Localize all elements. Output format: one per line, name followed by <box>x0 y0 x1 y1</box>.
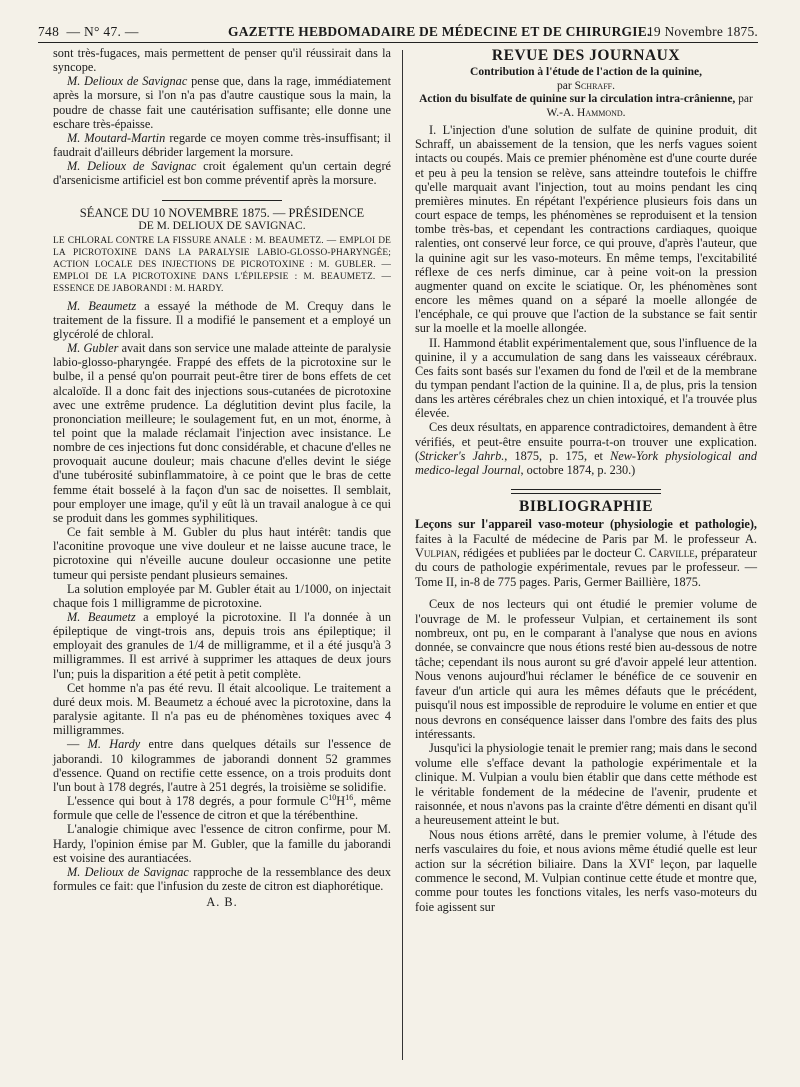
by-word: par <box>557 79 572 92</box>
article-author: W.-A. Hammond. <box>546 106 626 119</box>
article-title-text: Action du bisulfate de quinine sur la circulation intra-crânienne, <box>419 93 736 106</box>
paragraph-text: , 1875, p. 175, et <box>504 448 611 463</box>
speaker-name: M. Delioux de Savignac <box>67 74 188 89</box>
source-title: Stricker's Jahrb. <box>419 448 505 463</box>
article-title <box>415 66 757 93</box>
paragraph: La solution employée par M. Gubler était au 1/1000, on injectait chaque fois 1 milligramme de picrotoxine. <box>53 581 391 610</box>
paragraph <box>53 159 391 187</box>
speaker-name: M. Gubler <box>67 341 119 356</box>
paragraph <box>53 610 391 681</box>
article-author: Schraff. <box>574 79 615 92</box>
paragraph: sont très-fugaces, mais permettent de penser qu'il réussirait dans la syncope. <box>53 46 391 75</box>
speaker-name: M. Beaumetz <box>67 298 137 313</box>
book-editor: C. Carville <box>634 546 695 561</box>
right-column <box>415 46 757 914</box>
book-desc: faites à la Faculté de médecine de Paris par M. le professeur <box>415 531 746 546</box>
paragraph: L'analogie chimique avec l'essence de citron confirme, pour M. Hardy, l'opinion émise par M. Gubler, que la famille du jaborandi est voisine des aurantiacées. <box>53 822 391 865</box>
paragraph <box>53 865 391 893</box>
paragraph-text: regarde ce moyen comme très-insuffisant; il faudrait d'ailleurs débrider largement la morsure. <box>53 130 391 160</box>
paragraph <box>53 74 391 131</box>
speaker-name: M. Delioux de Savignac <box>67 159 197 174</box>
revue-section-title: REVUE DES JOURNAUX <box>491 47 681 64</box>
dash-prefix: — <box>67 737 88 752</box>
article-title-text: Contribution à l'étude de l'action de la quinine, <box>470 66 702 79</box>
paragraph <box>415 828 757 914</box>
formula-superscript: 10 <box>328 792 337 802</box>
paragraph <box>53 794 391 822</box>
speaker-name: M. Moutard-Martin <box>67 130 166 145</box>
paragraph <box>53 341 391 525</box>
book-desc: , préparateur du cours de pathologie expérimentale, revues par le professeur. — Tome II, in-8 de 775 pages. Paris, Germer Baillière, 1875. <box>415 546 757 589</box>
speaker-name: M. Beaumetz <box>67 610 136 624</box>
paragraph-text: entre dans quelques détails sur l'essence de jaborandi. 10 kilogrammes de jaborandi donnent 52 grammes d'essence. Quand on rectifie cette essence, on a trois produits dont l'un bout à 178 degrés, l'autre à 251 degrés, la troisième se solidifie. <box>53 737 392 794</box>
paragraph: II. Hammond établit expérimentalement que, sous l'influence de la quinine, il y a accumulation de sang dans les vaisseaux cérébraux. Ces faits sont basés sur l'examen du fond de l'œil et de la membrane du tympan pendant l'action de la quinine. Il a, de plus, pris la tension dans les artères cérébrales chez un chien intoxiqué, et l'a trouvée plus élevée. <box>415 335 757 421</box>
paragraph-text: L'essence qui bout à 178 degrés, a pour formule C <box>67 794 329 809</box>
signature: A. B. <box>206 895 238 910</box>
paragraph-text: avait dans son service une malade atteinte de paralysie labio-glosso-pharyngée. Frappé des effets de la picrotoxine sur le bulbe, il a pensé qu'on pourrait peut-être tirer de bons effets de cet alcaloïde. Il a donc fait des injections sous-cutanées de picrotoxine avec une extrême prudence. La déglutition devint plus facile, la prononciation meilleure; le soulagement fut, en un mot, énorme, à tel point que la malade réclamait l'injection avec insistance. Le nombre de ces injections fut donc considérable, et chacune d'elles ne provoquait aucune douleur; mais chacune d'elles devint le siége d'une tubérosité subinflammatoire, à ce point que le bras de cette femme était bosselé à la façon d'un sac de noisettes. Il semblait, pour employer une image, qu'il y eût là un travail analogue à ce qui se produit dans les gommes syphilitiques. <box>53 341 392 525</box>
book-title: Leçons sur l'appareil vaso-moteur (physiologie et pathologie), <box>415 517 757 532</box>
paragraph: Jusqu'ici la physiologie tenait le premier rang; mais dans le second volume elle s'efface devant la pathologie expérimentale et la clinique. M. Vulpian a voulu bien établir que dans cette méthode est le véritable fondement de la médecine de l'avenir, prudente et raisonnée, et nous n'avons pas la crainte d'être démenti en disant qu'il a heureusement atteint le but. <box>415 741 757 828</box>
session-heading <box>53 207 391 233</box>
left-column <box>53 46 391 909</box>
formula-superscript: 16 <box>345 792 354 802</box>
paragraph-text: croit également qu'un certain degré d'arsenicisme artificiel est bon comme préventif après la morsure. <box>53 159 391 188</box>
paragraph <box>415 420 757 477</box>
paragraph-text: leçon, par laquelle commence le second, M. Vulpian continue cette étude et montre que, comme pour toutes les fonctions vitales, les nerfs vaso-moteurs du foie agissent sur <box>415 856 757 914</box>
session-date: SÉANCE DU 10 NOVEMBRE 1875. — PRÉSIDENCE <box>79 205 365 220</box>
column-divider <box>402 50 403 1060</box>
book-desc: , rédigées et publiées par le docteur <box>456 546 635 561</box>
article-title <box>415 93 757 120</box>
paragraph-text: pense que, dans la rage, immédiatement après la morsure, si l'on n'a pas d'autre caustique sous la main, la poudre de chasse fait une cautérisation suffisante; elle donne une eschare très-épaisse. <box>53 74 391 131</box>
page-number-issue <box>38 24 139 40</box>
by-word: par <box>738 93 753 106</box>
section-separator <box>162 200 282 201</box>
issue-number: — N° 47. — <box>66 24 139 39</box>
speaker-name: M. Hardy <box>87 737 141 752</box>
paragraph: Ce fait semble à M. Gubler du plus haut intérêt: tandis que l'aconitine provoque une vive douleur et ne laisse aucune trace, le picrotoxine qui n'éveille aucune douleur occasionne une petite tumeur qui persiste pendant plusieurs semaines. <box>53 525 391 582</box>
page-number: 748 <box>38 24 60 39</box>
paragraph <box>53 131 391 159</box>
formula-text: H <box>336 794 346 809</box>
speaker-name: M. Delioux de Savignac <box>67 864 189 879</box>
paragraph: Cet homme n'a pas été revu. Il était alcoolique. Le traitement a duré deux mois. M. Beaumetz a échoué avec la picrotoxine, dans la paralysie agitante. Il n'a pas eu de phénomènes toxiques avec 4 milligrammes. <box>53 680 391 738</box>
book-author: A. Vulpian <box>415 531 757 561</box>
book-reference <box>415 517 757 589</box>
paragraph-text: rapproche de la ressemblance des deux formules ce fait: que l'infusion du zeste de citron est diaphorétique. <box>53 864 391 893</box>
session-president: DE M. DELIOUX DE SAVIGNAC. <box>138 219 306 232</box>
paragraph: I. L'injection d'une solution de sulfate de quinine produit, dit Schraff, un abaissement de la tension, que les nerfs vagues soient intacts ou coupés. Mais ce premier phénomène est d'une courte durée et peu à peu la tension se relève, sans atteindre toutefois le chiffre qu'elle marquait avant l'injection, tout au moins pendant les cinq premières minutes. En répétant l'expérience plusieurs fois dans un court espace de temps, les phénomènes se reproduisent et la tension tombe très-bas, et cependant les contractions cardiaques, quoique ralenties, ont conservé leur force, ce qui prouve, d'après l'auteur, que la quinine agit sur les vaso-moteurs. En même temps, l'excitabilité réflexe de ces nerfs diminue, car à peine voit-on la pression augmenter quand on excite le sciatique. Or, les phénomènes sont encore les mêmes quand on a séparé la moelle allongée de l'encéphale, ce qui prouve que l'action de la substance se fait sentir sur la moelle et la moelle allongée. <box>415 123 757 336</box>
paragraph-text: , octobre 1874, p. 230.) <box>520 462 636 477</box>
page-header <box>38 22 758 43</box>
paragraph-text: Nous nous étions arrêté, dans le premier volume, à l'étude des nerfs vasculaires du foie, et nous avions même étudié quelle est leur action sur la sécrétion biliaire. Dans la XVI <box>415 827 757 871</box>
ordinal-superscript: e <box>650 855 655 865</box>
paragraph-text: a employé la picrotoxine. Il l'a donnée à un épileptique de vingt-trois ans, depuis trois ans épileptique; il employait des granules de 1/4 de milligramme, et il a été jusqu'à 3 milligrammes. Il est arrivé à supprimer les attaques de deux jours l'un; puis la disparition a été petit à petit complète. <box>53 610 391 681</box>
bibliographie-section-title: BIBLIOGRAPHIE <box>519 498 653 516</box>
source-title: New-York physiological and medico-legal Journal <box>415 448 757 477</box>
section-separator <box>511 489 661 494</box>
paragraph <box>53 299 391 341</box>
paragraph-text: a essayé la méthode de M. Crequy dans le traitement de la fissure. Il a modifié le pansement et a employé un glycérolé de chloral. <box>53 298 391 341</box>
session-summary: LE CHLORAL CONTRE LA FISSURE ANALE : M. BEAUMETZ. — EMPLOI DE LA PICROTOXINE DANS LA PARALYSIE LABIO-GLOSSO-PHARYNGÉE; ACTION LOCALE DES INJECTIONS DE PICROTOXINE : M. GUBLER. — EMPLOI DE LA PICROTOXINE DANS L'ÉPILEPSIE : M. BEAUMETZ. — ESSENCE DE JABORANDI : M. HARDY. <box>53 235 391 294</box>
paragraph: Ceux de nos lecteurs qui ont étudié le premier volume de l'ouvrage de M. le professeur Vulpian, et certainement ils sont nombreux, ont pu, en le comparant à l'analyse que nous en avions donnée, se convaincre que nous étions resté bien au-dessous de notre tâche; cependant ils nous auront su gré d'avoir appelé leur attention. Nous venons aujourd'hui réclamer le bénéfice de ce souvenir en faveur d'un article qui aura les mêmes défauts que le précédent, puisqu'il nous est impossible de reproduire le volume en entier et que nous devrons en conséquence laisser dans l'ombre des faits des plus intéressants. <box>415 597 757 741</box>
paragraph-text: , même formule que celle de l'essence de citron et que la térébenthine. <box>53 794 392 823</box>
paragraph-text: Ces deux résultats, en apparence contradictoires, demandent à être vérifiés, et peut-être ensuite pourra-t-on trouver une explication. ( <box>415 420 757 463</box>
paragraph <box>53 737 391 794</box>
journal-title: GAZETTE HEBDOMADAIRE DE MÉDECINE ET DE CHIRURGIE. <box>228 24 651 39</box>
issue-date: 19 Novembre 1875. <box>646 24 758 39</box>
